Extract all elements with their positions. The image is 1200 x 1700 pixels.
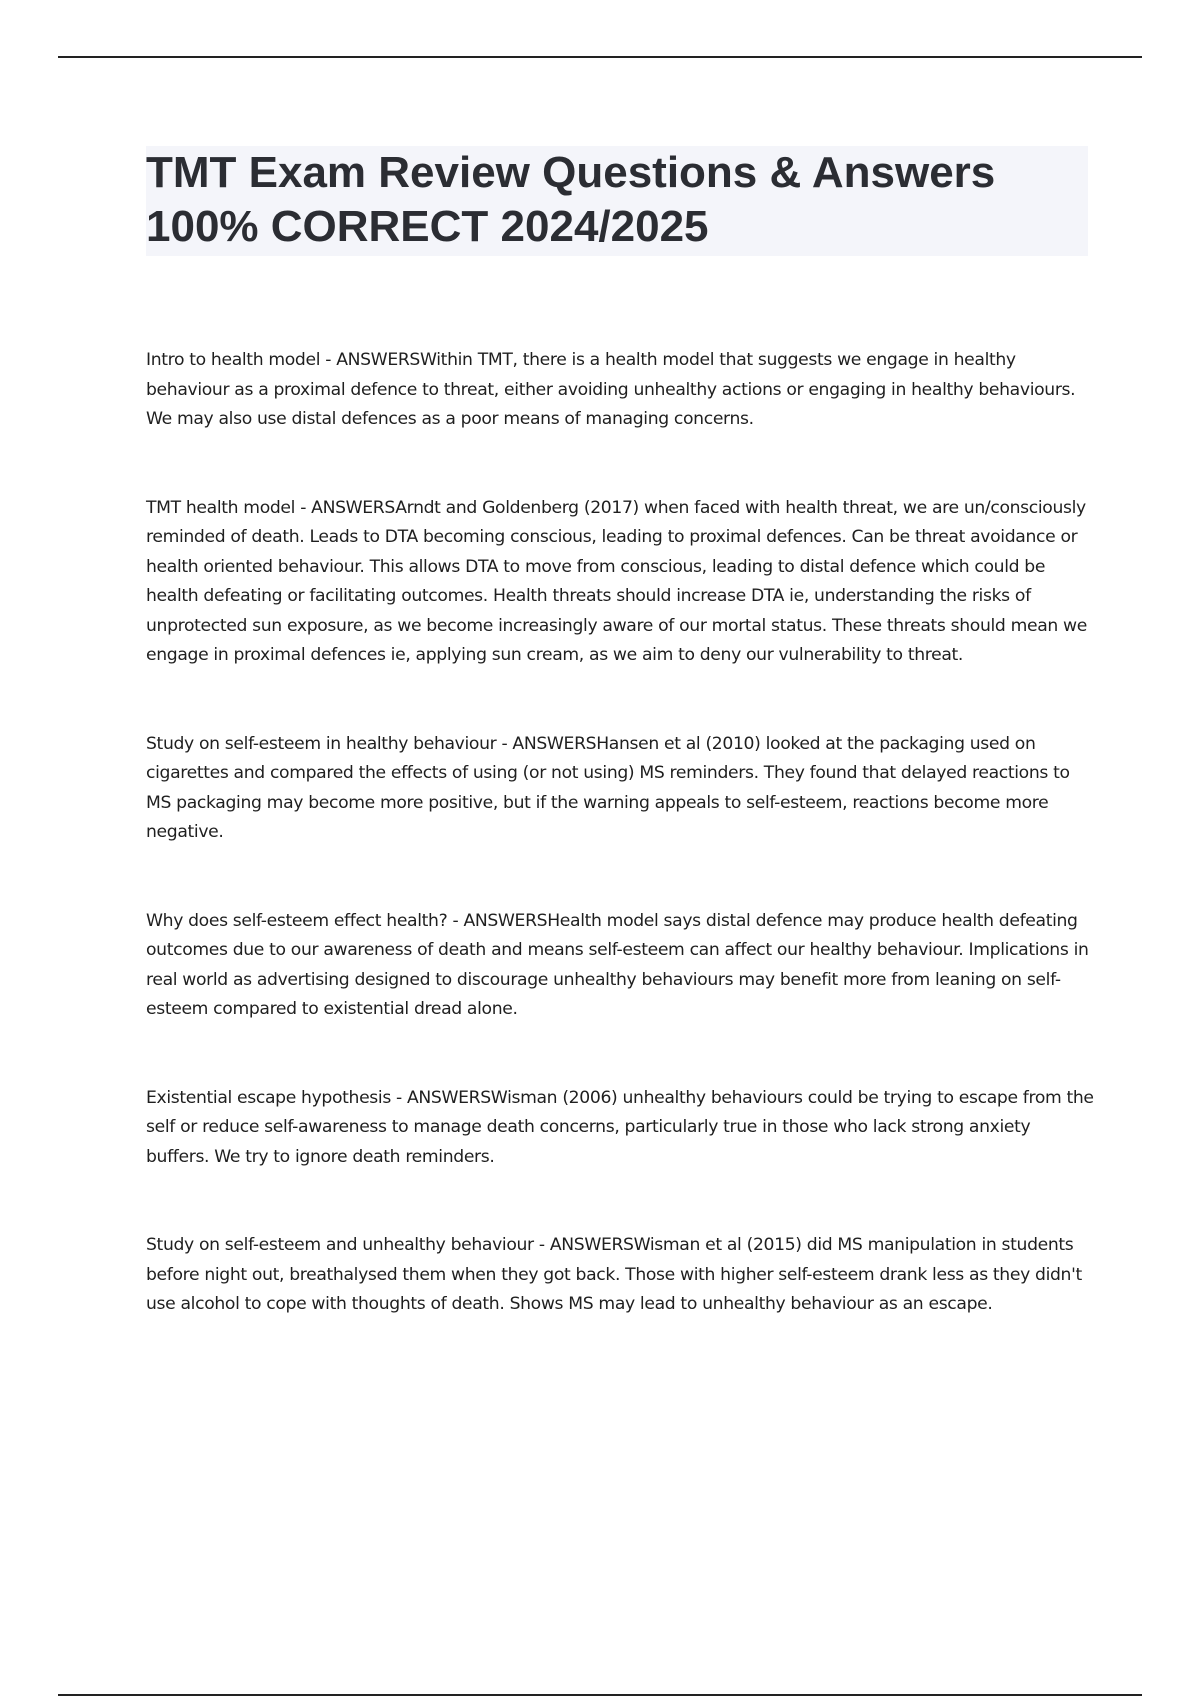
footer-rule: [58, 1694, 1142, 1696]
title-line-2: 100% CORRECT 2024/2025: [146, 202, 709, 251]
document-title: [146, 146, 1088, 256]
qa-entry-self-esteem-effect: Why does self-esteem effect health? - ANSWERSHealth model says distal defence may produce health defeating outcomes due to our awareness of death and means self-esteem can affect our healthy behaviour. Implications in real world as advertising designed to discourage unhealthy behaviours may benefit more from leaning on self-esteem compared to existential dread alone.: [146, 910, 1089, 1019]
qa-entry-self-esteem-unhealthy: Study on self-esteem and unhealthy behaviour - ANSWERSWisman et al (2015) did MS manipulation in students before night out, breathalysed them when they got back. Those with higher self-esteem drank less as they didn't use alcohol to cope with thoughts of death. Shows MS may lead to unhealthy behaviour as an escape.: [146, 1235, 1082, 1314]
qa-entry-intro-health-model: Intro to health model - ANSWERSWithin TMT, there is a health model that suggests we engage in healthy behaviour as a proximal defence to threat, either avoiding unhealthy actions or engaging in healthy behaviours. We may also use distal defences as a poor means of managing concerns.: [146, 350, 1076, 429]
qa-entry-existential-escape: Existential escape hypothesis - ANSWERSWisman (2006) unhealthy behaviours could be trying to escape from the self or reduce self-awareness to manage death concerns, particularly true in those who lack strong anxiety buffers. We try to ignore death reminders.: [146, 1087, 1094, 1167]
qa-entry-tmt-health-model: TMT health model - ANSWERSArndt and Goldenberg (2017) when faced with health threat, we are un/consciously reminded of death. Leads to DTA becoming conscious, leading to proximal defences. Can be threat avoidance or health oriented behaviour. This allows DTA to move from conscious, leading to distal defence which could be health defeating or facilitating outcomes. Health threats should increase DTA ie, understanding the risks of unprotected sun exposure, as we become increasingly aware of our mortal status. These threats should mean we engage in proximal defences ie, applying sun cream, as we aim to deny our vulnerability to threat.: [146, 497, 1087, 665]
title-line-1: TMT Exam Review Questions & Answers: [146, 148, 996, 197]
header-rule: [58, 56, 1142, 58]
qa-entry-self-esteem-healthy: Study on self-esteem in healthy behaviour - ANSWERSHansen et al (2010) looked at the packaging used on cigarettes and compared the effects of using (or not using) MS reminders. They found that delayed reactions to MS packaging may become more positive, but if the warning appeals to self-esteem, reactions become more negative.: [146, 733, 1070, 842]
qa-list: [146, 346, 1096, 1320]
